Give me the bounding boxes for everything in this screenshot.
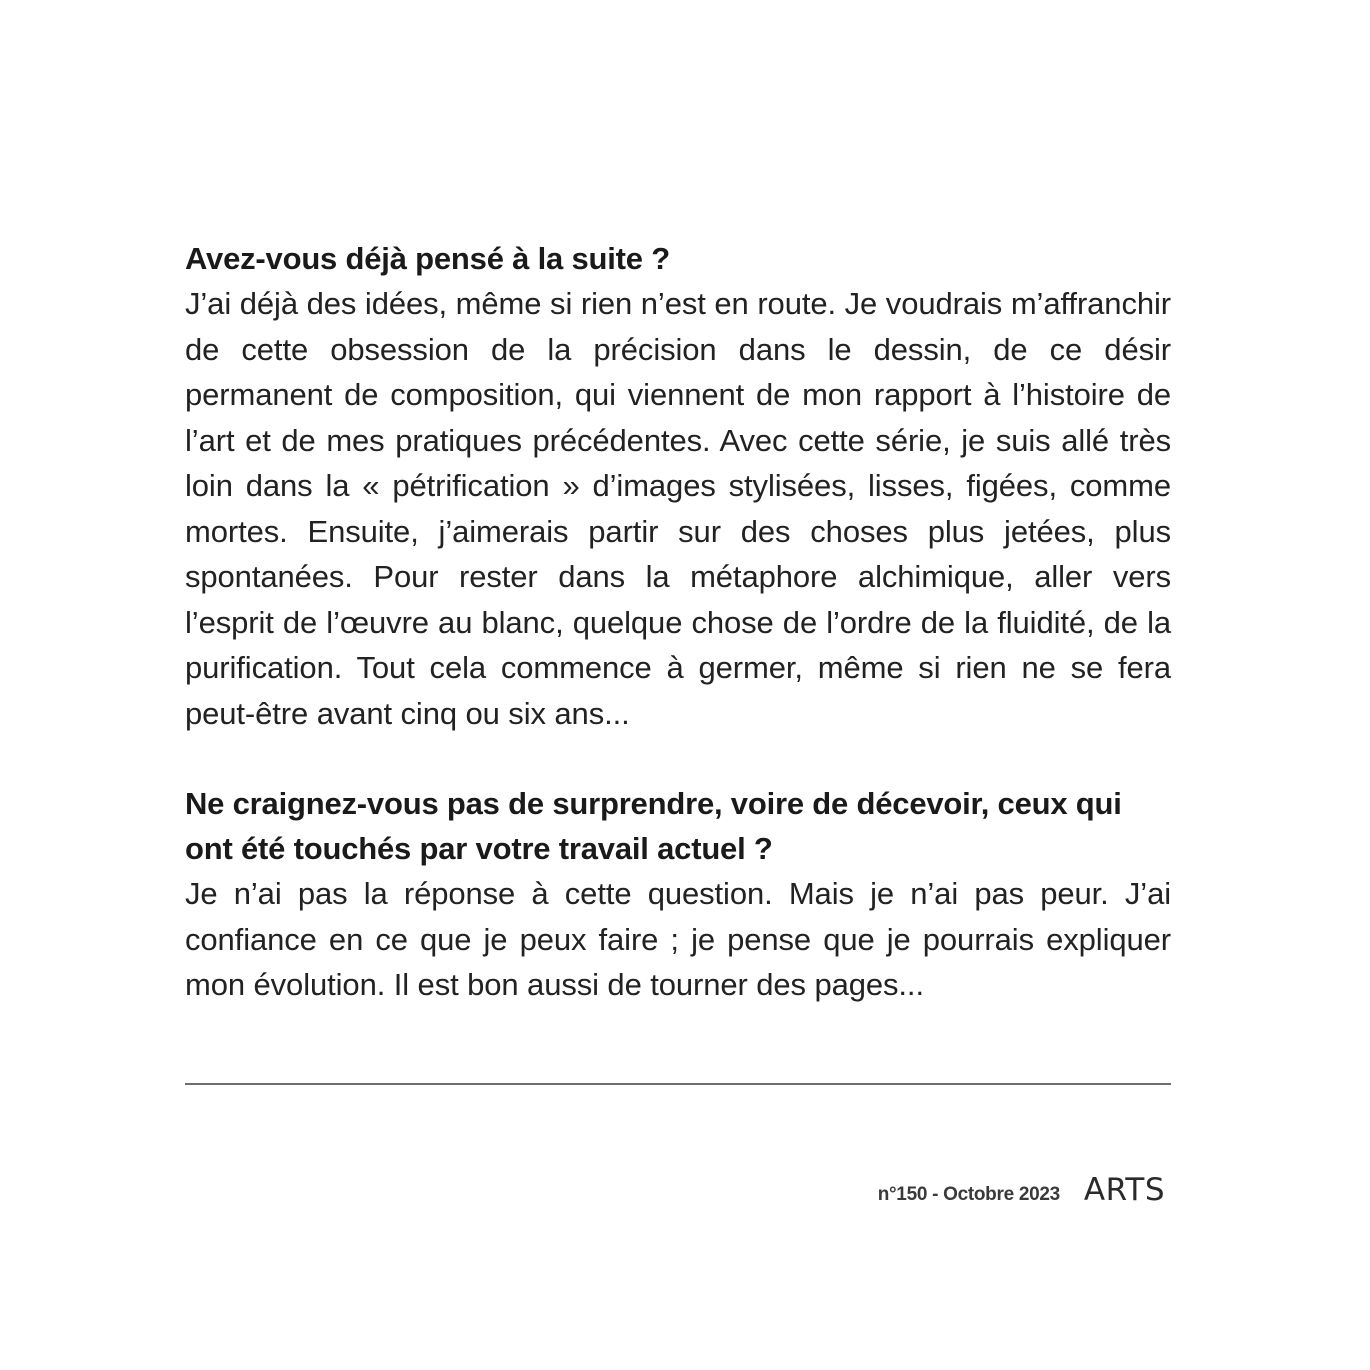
qa-block-1 [185,236,1171,736]
page-footer [878,1172,1165,1208]
magazine-brand: ARTS [1083,1172,1165,1208]
answer-paragraph: Je n’ai pas la réponse à cette question. Mais je n’ai pas peur. J’ai confiance en ce que je peux faire ; je pense que je pourrais expliquer mon évolution. Il est bon aussi de tourner des pages... [185,876,1171,1002]
qa-block-2 [185,781,1171,1008]
answer-paragraph: J’ai déjà des idées, même si rien n’est en route. Je voudrais m’affranchir de cette obsession de la précision dans le dessin, de ce désir permanent de composition, qui viennent de mon rapport à l’histoire de l’art et de mes pratiques précédentes. Avec cette série, je suis allé très loin dans la « pétrification » d’images stylisées, lisses, figées, comme mortes. Ensuite, j’aimerais partir sur des choses plus jetées, plus spontanées. Pour rester dans la métaphore alchimique, aller vers l’esprit de l’œuvre au blanc, quelque chose de l’ordre de la fluidité, de la purification. Tout cela commence à germer, même si rien ne se fera peut-être avant cinq ou six ans... [185,286,1171,731]
question-heading: Ne craignez-vous pas de surprendre, voire de décevoir, ceux qui ont été touchés par votre travail actuel ? [185,786,1122,866]
question-heading: Avez-vous déjà pensé à la suite ? [185,241,670,276]
footer-divider [185,1083,1171,1085]
article-body [185,236,1171,1008]
issue-info: n°150 - Octobre 2023 [877,1184,1060,1205]
